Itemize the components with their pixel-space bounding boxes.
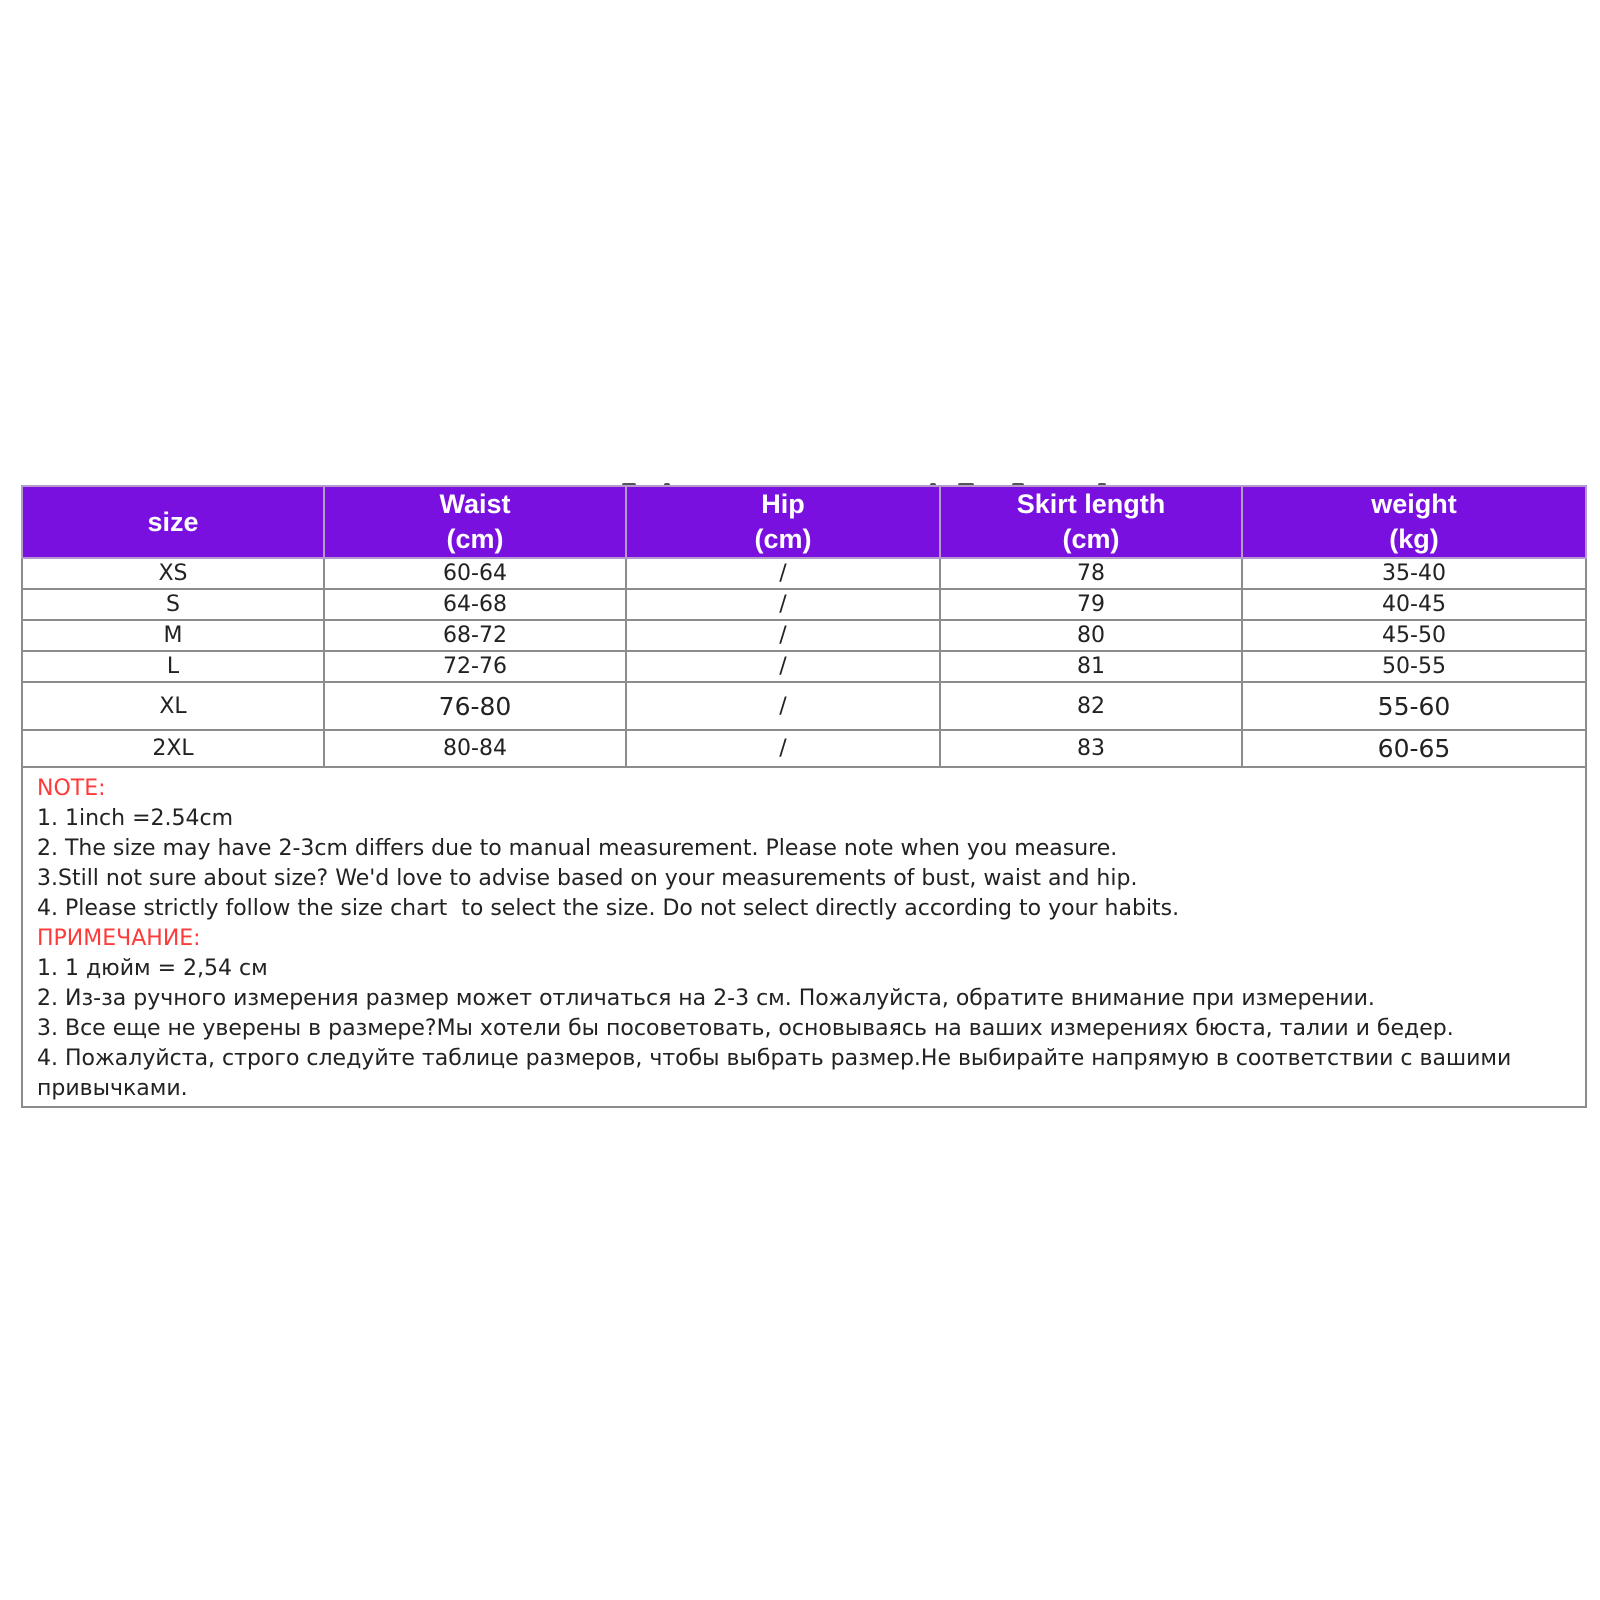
note-line: 2. Из-за ручного измерения размер может отличаться на 2-3 см. Пожалуйста, обратите внимание при измерении. bbox=[37, 986, 1375, 1011]
waist-cell: 72-76 bbox=[324, 651, 626, 682]
header-label: Hip bbox=[761, 489, 805, 519]
table-row bbox=[22, 682, 1586, 730]
note-line: 4. Please strictly follow the size chart to select the size. Do not select directly according to your habits. bbox=[37, 896, 1180, 921]
skirt-length-cell: 81 bbox=[940, 651, 1242, 682]
skirt-length-cell: 79 bbox=[940, 589, 1242, 620]
waist-cell: 64-68 bbox=[324, 589, 626, 620]
size-cell: M bbox=[22, 620, 324, 651]
hip-cell: / bbox=[626, 730, 940, 767]
header-unit: (kg) bbox=[1389, 524, 1439, 554]
waist-cell: 60-64 bbox=[324, 558, 626, 589]
weight-cell: 35-40 bbox=[1242, 558, 1586, 589]
note-line: 1. 1inch =2.54cm bbox=[37, 806, 234, 831]
size-chart-table bbox=[21, 485, 1587, 1108]
skirt-length-cell: 80 bbox=[940, 620, 1242, 651]
note-line: 4. Пожалуйста, строго следуйте таблице размеров, чтобы выбрать размер.Не выбирайте напрямую в соответствии с вашими привычками. bbox=[37, 1046, 1519, 1101]
header-label: Skirt length bbox=[1016, 489, 1166, 519]
header-weight bbox=[1242, 486, 1586, 558]
weight-cell: 45-50 bbox=[1242, 620, 1586, 651]
note-line: 3.Still not sure about size? We'd love to advise based on your measurements of bust, waist and hip. bbox=[37, 866, 1138, 891]
hip-cell: / bbox=[626, 682, 940, 730]
skirt-length-cell: 78 bbox=[940, 558, 1242, 589]
header-unit: (cm) bbox=[1062, 524, 1120, 554]
header-label: Waist bbox=[439, 489, 511, 519]
hip-cell: / bbox=[626, 558, 940, 589]
size-cell: 2XL bbox=[22, 730, 324, 767]
weight-cell: 55-60 bbox=[1242, 682, 1586, 730]
note-line: 2. The size may have 2-3cm differs due to manual measurement. Please note when you measure. bbox=[37, 836, 1118, 861]
note-line: 1. 1 дюйм = 2,54 см bbox=[37, 956, 268, 981]
notes-row bbox=[22, 767, 1586, 1107]
waist-cell: 68-72 bbox=[324, 620, 626, 651]
header-waist bbox=[324, 486, 626, 558]
note-heading-ru: ПРИМЕЧАНИЕ: bbox=[37, 926, 201, 951]
header-label: weight bbox=[1371, 489, 1457, 519]
weight-cell: 60-65 bbox=[1242, 730, 1586, 767]
notes-block bbox=[22, 767, 1586, 1107]
table-row bbox=[22, 558, 1586, 589]
hip-cell: / bbox=[626, 620, 940, 651]
skirt-length-cell: 82 bbox=[940, 682, 1242, 730]
waist-cell: 76-80 bbox=[324, 682, 626, 730]
size-cell: XS bbox=[22, 558, 324, 589]
note-heading-en: NOTE: bbox=[37, 776, 106, 801]
table-row bbox=[22, 730, 1586, 767]
weight-cell: 50-55 bbox=[1242, 651, 1586, 682]
hip-cell: / bbox=[626, 651, 940, 682]
header-hip bbox=[626, 486, 940, 558]
table-row bbox=[22, 620, 1586, 651]
header-skirt-length bbox=[940, 486, 1242, 558]
size-cell: L bbox=[22, 651, 324, 682]
hip-cell: / bbox=[626, 589, 940, 620]
table-row bbox=[22, 651, 1586, 682]
waist-cell: 80-84 bbox=[324, 730, 626, 767]
header-size bbox=[22, 486, 324, 558]
header-row bbox=[22, 486, 1586, 558]
header-label: size bbox=[147, 506, 199, 537]
skirt-length-cell: 83 bbox=[940, 730, 1242, 767]
note-line: 3. Все еще не уверены в размере?Мы хотели бы посоветовать, основываясь на ваших измерениях бюста, талии и бедер. bbox=[37, 1016, 1454, 1041]
weight-cell: 40-45 bbox=[1242, 589, 1586, 620]
header-unit: (cm) bbox=[446, 524, 504, 554]
table-row bbox=[22, 589, 1586, 620]
size-cell: XL bbox=[22, 682, 324, 730]
header-unit: (cm) bbox=[754, 524, 812, 554]
size-cell: S bbox=[22, 589, 324, 620]
